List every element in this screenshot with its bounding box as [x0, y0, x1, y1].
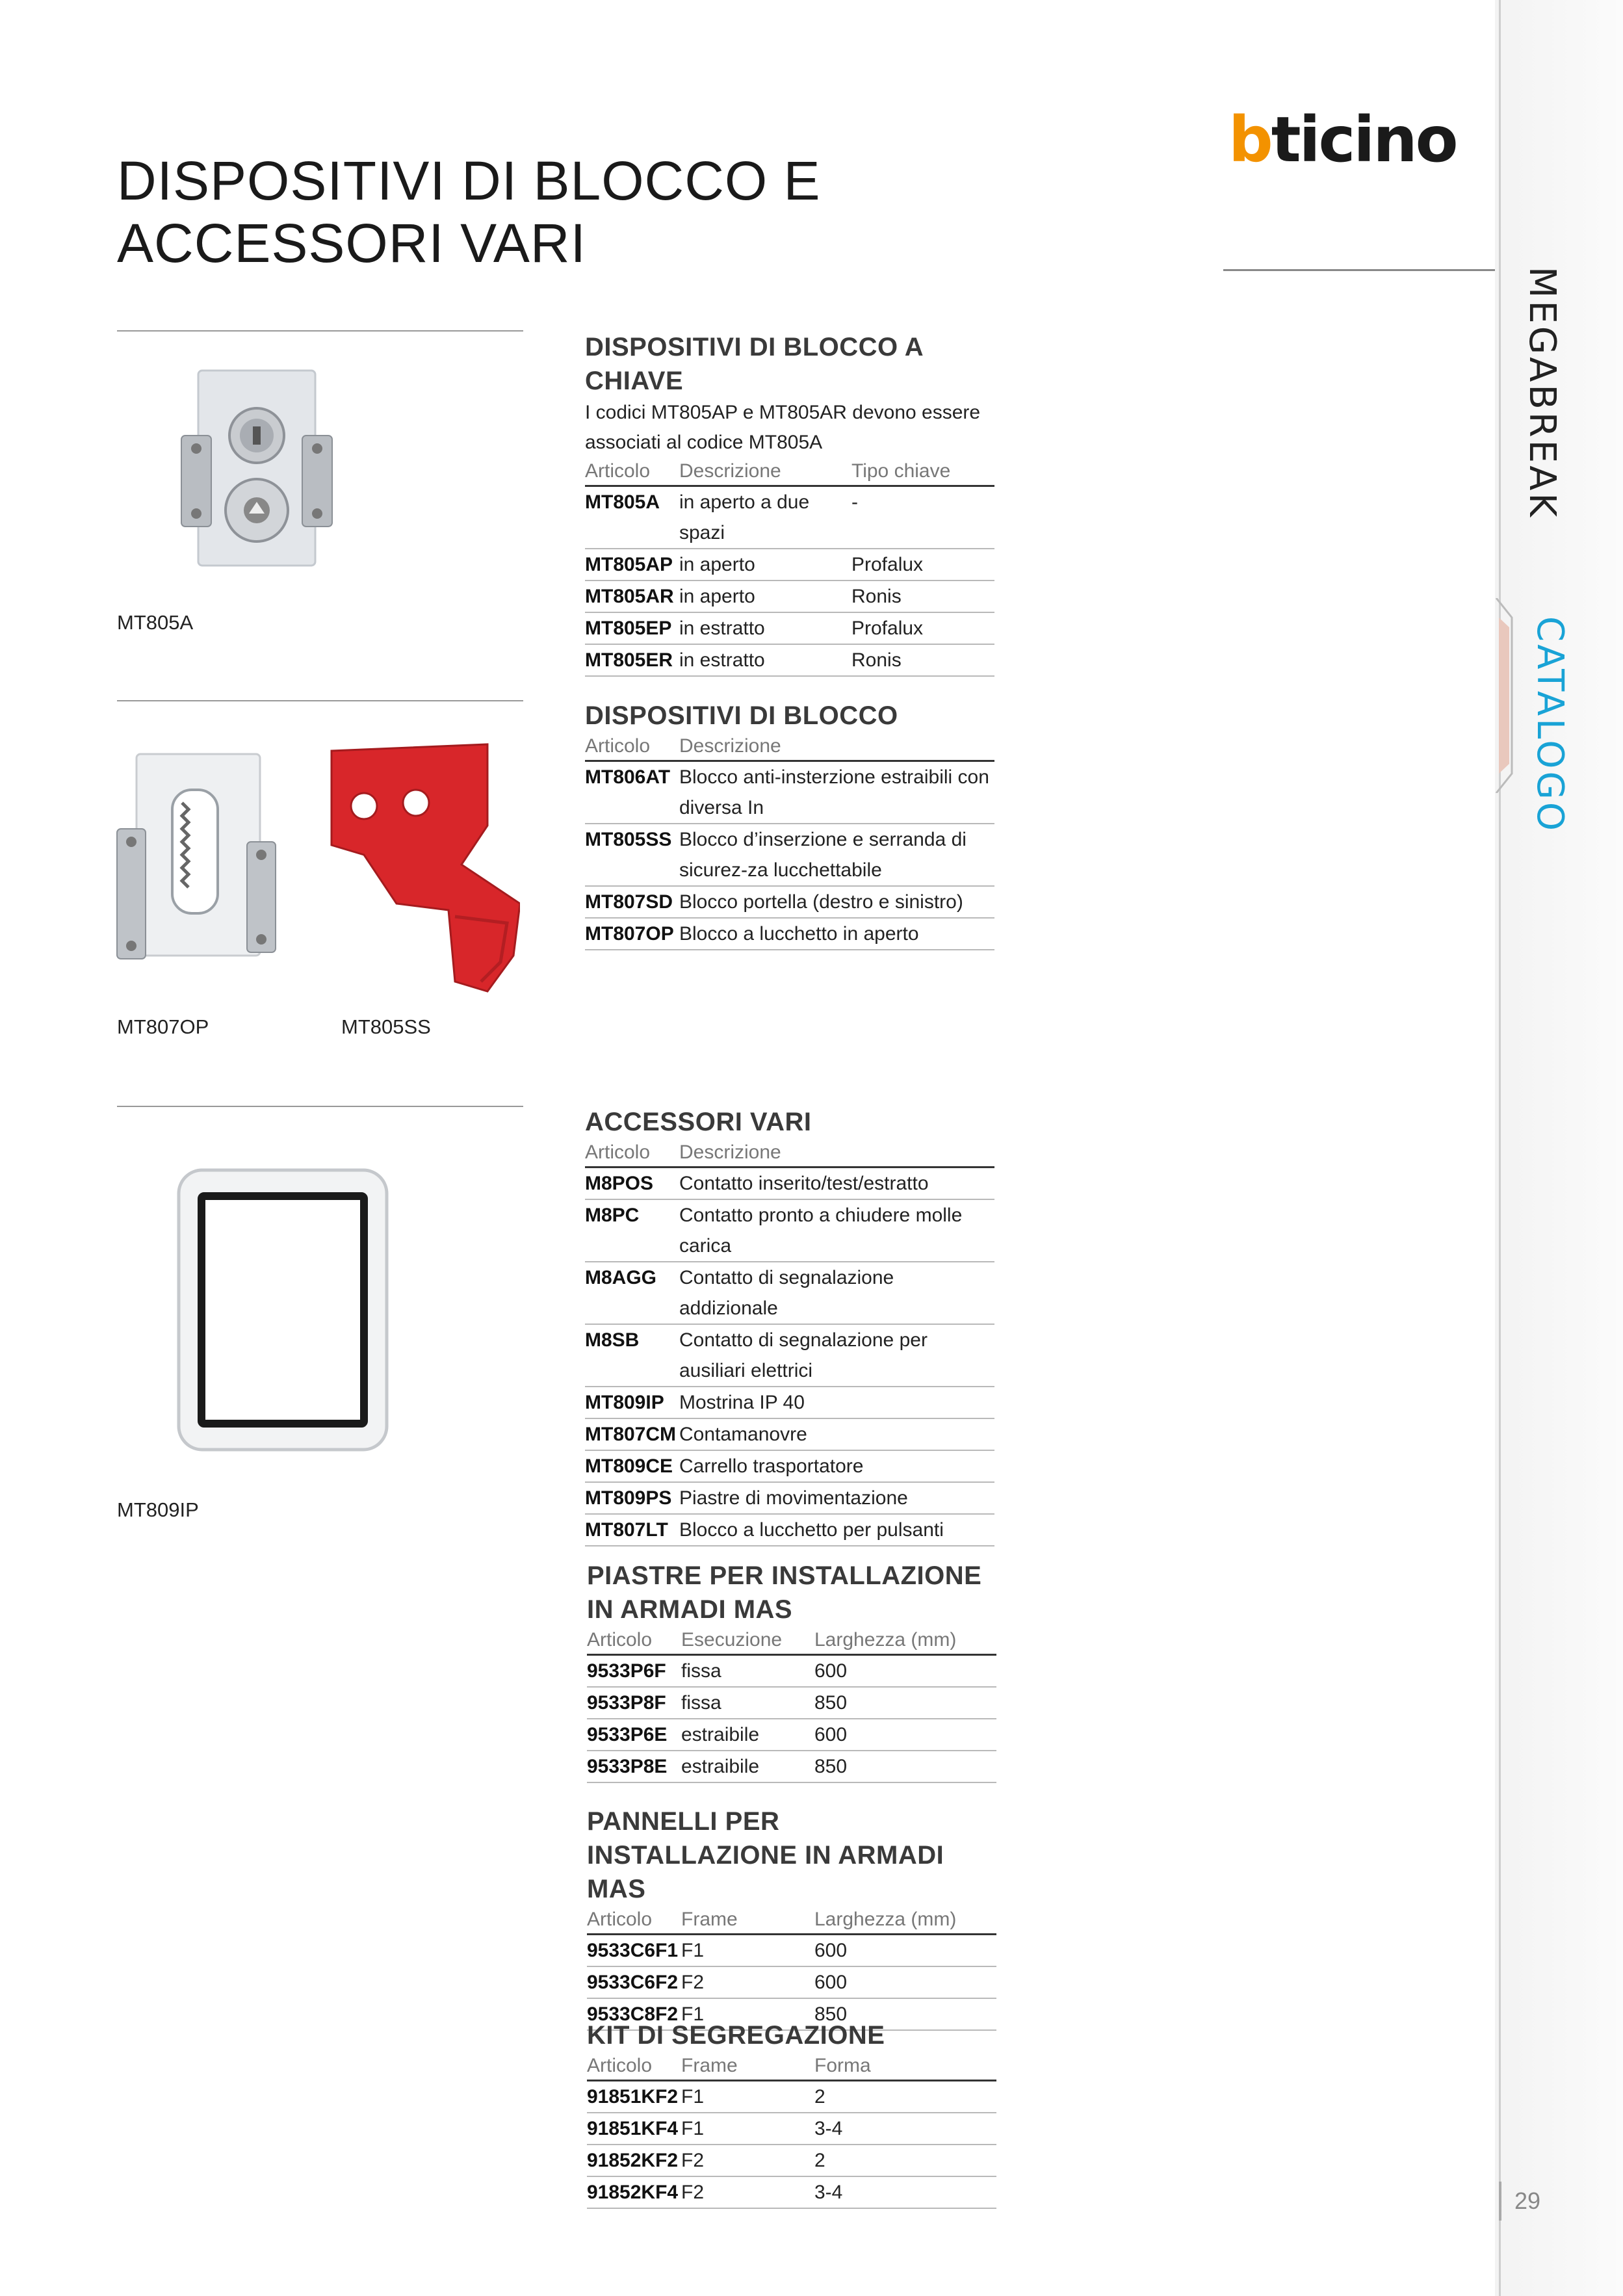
section-title: ACCESSORI VARI	[585, 1108, 812, 1136]
section-pannelli	[587, 1805, 996, 2031]
caption-mt807op: MT807OP	[117, 1015, 209, 1038]
bticino-logo	[1228, 111, 1475, 169]
page-title: DISPOSITIVI DI BLOCCO E ACCESSORI VARI	[117, 150, 821, 274]
col-header: Articolo	[587, 1626, 681, 1655]
caption-mt805a: MT805A	[117, 611, 194, 634]
section-accessori	[585, 1105, 994, 1546]
section-title: PIASTRE PER INSTALLAZIONE IN ARMADI MAS	[587, 1561, 982, 1624]
table-row: 91851KF4 F1 3-4	[587, 2113, 996, 2145]
section-title: PANNELLI PER INSTALLAZIONE IN ARMADI MAS	[587, 1807, 944, 1903]
table-row: MT807OP Blocco a lucchetto in aperto	[585, 918, 994, 950]
product-table	[587, 1906, 996, 2031]
table-row: M8POS Contatto inserito/test/estratto	[585, 1168, 994, 1200]
table-row: 9533P6E estraibile 600	[587, 1719, 996, 1751]
col-header: Articolo	[585, 1139, 679, 1168]
section-title: DISPOSITIVI DI BLOCCO	[585, 701, 898, 730]
col-header: Descrizione	[679, 1139, 994, 1168]
table-row: MT807SD Blocco portella (destro e sinistro)	[585, 886, 994, 918]
table-row: 9533P8F fissa 850	[587, 1687, 996, 1719]
col-header: Articolo	[587, 1906, 681, 1935]
col-header: Forma	[814, 2052, 996, 2081]
table-row: M8SB Contatto di segnalazione per ausiliari elettrici	[585, 1324, 994, 1387]
table-row: MT807CM Contamanovre	[585, 1418, 994, 1450]
table-row: M8PC Contatto pronto a chiudere molle carica	[585, 1199, 994, 1262]
col-header: Descrizione	[679, 733, 994, 761]
col-header: Esecuzione	[681, 1626, 814, 1655]
product-table	[585, 458, 994, 677]
table-row: 9533P8E estraibile 850	[587, 1751, 996, 1782]
col-header: Articolo	[587, 2052, 681, 2081]
table-row: 9533P6F fissa 600	[587, 1655, 996, 1688]
section-piastre	[587, 1559, 996, 1783]
caption-mt805ss: MT805SS	[341, 1015, 431, 1038]
table-row: MT809IP Mostrina IP 40	[585, 1387, 994, 1418]
mt807op-image	[110, 751, 283, 975]
product-table	[585, 733, 994, 950]
table-row: 91851KF2 F1 2	[587, 2081, 996, 2113]
sidebar-section-label: MEGABREAK	[1521, 267, 1563, 520]
col-header: Frame	[681, 2052, 814, 2081]
section-kit-segregazione	[587, 2018, 996, 2209]
table-row: 91852KF4 F2 3-4	[587, 2176, 996, 2208]
table-row: MT805EP in estratto Profalux	[585, 612, 994, 644]
col-header: Descrizione	[679, 458, 851, 486]
divider	[117, 330, 523, 332]
product-table	[585, 1139, 994, 1546]
section-blocco-chiave	[585, 330, 994, 677]
section-title: KIT DI SEGREGAZIONE	[587, 2021, 885, 2050]
table-row: MT805ER in estratto Ronis	[585, 644, 994, 676]
mt809ip-image	[172, 1164, 396, 1463]
divider	[117, 700, 523, 701]
table-row: 9533C8F2 F1 850	[587, 1998, 996, 2030]
table-row: MT807LT Blocco a lucchetto per pulsanti	[585, 1514, 994, 1546]
header-rule	[1223, 269, 1503, 271]
svg-text:bticino: bticino	[1228, 111, 1457, 169]
table-row: M8AGG Contatto di segnalazione addizionale	[585, 1262, 994, 1324]
sidebar-chapter-label: CATALOGO	[1529, 616, 1571, 833]
col-header: Tipo chiave	[851, 458, 994, 486]
mt805a-image	[172, 364, 341, 579]
mt805ss-image	[325, 741, 520, 995]
table-row: 9533C6F2 F2 600	[587, 1966, 996, 1998]
col-header: Larghezza (mm)	[814, 1626, 996, 1655]
col-header: Frame	[681, 1906, 814, 1935]
product-table	[587, 1626, 996, 1783]
table-row: MT809PS Piastre di movimentazione	[585, 1482, 994, 1514]
table-row: MT805A in aperto a due spazi -	[585, 486, 994, 549]
table-row: 9533C6F1 F1 600	[587, 1935, 996, 1967]
col-header: Larghezza (mm)	[814, 1906, 996, 1935]
product-table	[587, 2052, 996, 2209]
table-row: MT805SS Blocco d’inserzione e serranda di sicurez-za lucchettabile	[585, 824, 994, 886]
col-header: Articolo	[585, 458, 679, 486]
table-row: MT809CE Carrello trasportatore	[585, 1450, 994, 1482]
section-blocco	[585, 699, 994, 950]
divider	[117, 1106, 523, 1107]
section-title: DISPOSITIVI DI BLOCCO A CHIAVE	[585, 333, 923, 395]
chapter-tab-marker	[1495, 598, 1513, 793]
section-note: I codici MT805AP e MT805AR devono essere associati al codice MT805A	[585, 402, 981, 453]
caption-mt809ip: MT809IP	[117, 1498, 199, 1521]
table-row: MT805AR in aperto Ronis	[585, 581, 994, 612]
table-row: MT806AT Blocco anti-insterzione estraibili con diversa In	[585, 761, 994, 824]
table-row: MT805AP in aperto Profalux	[585, 549, 994, 581]
col-header: Articolo	[585, 733, 679, 761]
table-row: 91852KF2 F2 2	[587, 2145, 996, 2176]
sidebar-divider	[1499, 0, 1501, 2296]
page-number: 29	[1499, 2182, 1566, 2221]
